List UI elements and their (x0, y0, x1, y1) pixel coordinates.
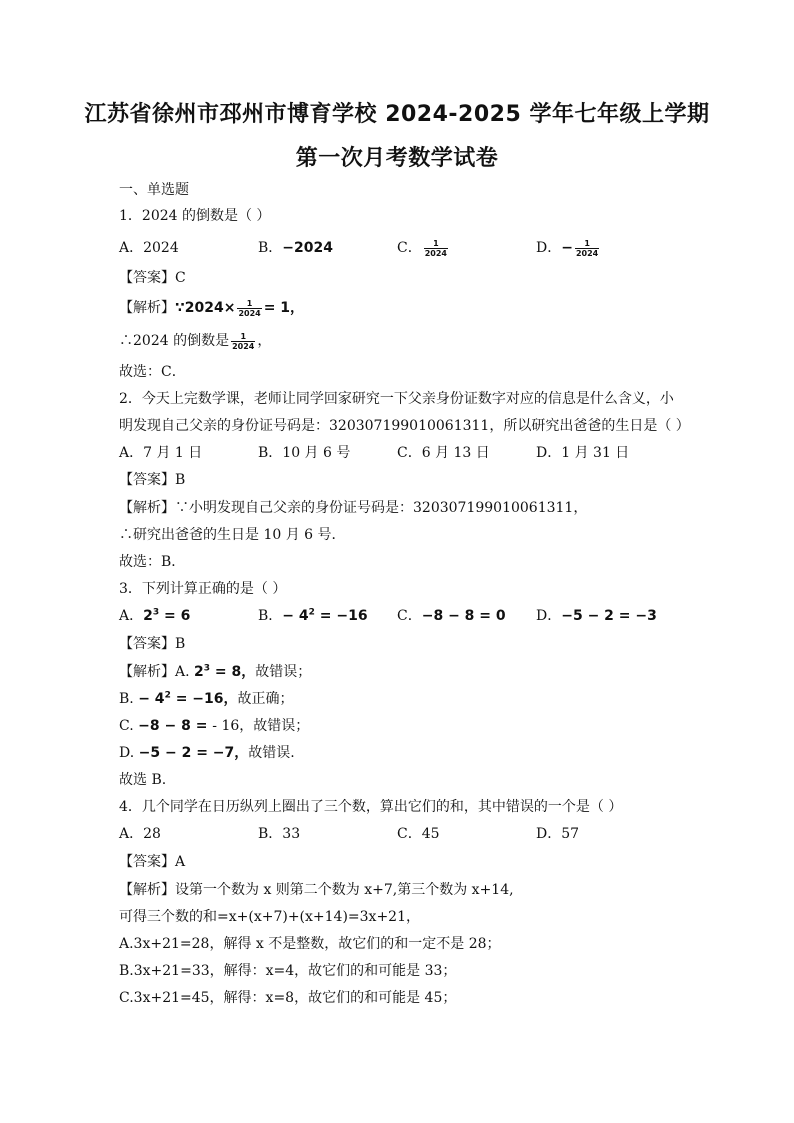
q3-exp-b-verdict: 故正确； (237, 691, 294, 707)
q3-option-b-label: B． (258, 608, 283, 624)
q3-exp-d-prefix: D. (119, 745, 139, 761)
q4-stem: 4．几个同学在日历纵列上圈出了三个数，算出它们的和，其中错误的一个是（ ） (119, 799, 623, 815)
q1-option-b-label: B． (258, 240, 283, 256)
q2-explanation-1 (119, 498, 587, 518)
q3-option-a-label: A． (119, 608, 144, 624)
q1-exp-expr: ∵2024× (175, 300, 236, 316)
q4-option-a: A．28 (119, 826, 161, 842)
q3-option-d-label: D． (536, 608, 562, 624)
explanation-label: 【解析】 (119, 500, 175, 516)
q3-option-b (258, 606, 368, 626)
q3-exp-b-exponent: 2 (164, 690, 171, 701)
q1-option-a: A．2024 (119, 240, 179, 256)
q1-explanation-2 (119, 331, 271, 351)
q1-option-c-fraction (424, 239, 448, 258)
q3-explanation-b (119, 689, 294, 709)
q2-conclusion: 故选：B． (119, 554, 186, 570)
fraction-denominator: 2024 (232, 341, 255, 351)
exam-title-line2: 第一次月考数学试卷 (295, 146, 499, 171)
q1-answer: 【答案】C (119, 270, 186, 286)
q3-exp-c-prefix: C. (119, 718, 139, 734)
q2-option-b: B．10 月 6 号 (258, 445, 351, 461)
q1-exp2-comma: ， (257, 333, 272, 349)
q1-option-d-sign: − (561, 240, 573, 256)
q1-exp2-text: ∴2024 的倒数是 (119, 333, 230, 349)
q1-option-b-value: −2024 (282, 240, 333, 256)
q2-option-a: A．7 月 1 日 (119, 445, 203, 461)
q3-option-d-expr: −5 − 2 = −3 (561, 608, 657, 624)
fraction-numerator: 1 (424, 239, 448, 249)
q3-exp-b-prefix: B. (119, 691, 139, 707)
fraction-numerator: 1 (237, 299, 261, 309)
q3-option-a-rest: = 6 (159, 608, 191, 624)
explanation-label: 【解析】 (119, 300, 175, 316)
q2-stem-line2: 明发现自己父亲的身份证号码是：320307199010061311，所以研究出爸爸的生日是（ ） (119, 418, 690, 434)
q4-explanation-4: B.3x+21=33，解得：x=4，故它们的和可能是 33； (119, 963, 457, 979)
q1-explanation-1 (119, 298, 304, 318)
q1-exp-result: = 1， (263, 300, 305, 316)
q3-option-b-base: − 4 (282, 608, 309, 624)
q3-exp-b-math: = −16， (170, 691, 238, 707)
fraction-denominator: 2024 (575, 248, 599, 258)
q3-conclusion: 故选 B. (119, 772, 167, 788)
q4-answer: 【答案】A (119, 854, 186, 870)
fraction-numerator: 1 (231, 332, 255, 342)
q1-stem: 1．2024 的倒数是（ ） (119, 208, 271, 224)
q3-exp-b-base: − 4 (138, 691, 165, 707)
q1-option-c (397, 238, 450, 258)
q1-option-c-label: C． (397, 240, 422, 256)
q1-option-d (536, 238, 601, 258)
q3-exp-d-math: −5 − 2 = −7， (138, 745, 249, 761)
q2-answer: 【答案】B (119, 472, 186, 488)
q3-explanation-d (119, 743, 295, 763)
q3-exp-c-verdict: - 16，故错误； (212, 718, 310, 734)
q3-option-c-label: C． (397, 608, 422, 624)
q3-exp-a-base: 2 (194, 664, 204, 680)
q3-exp-a-exponent: 3 (203, 663, 211, 674)
q3-answer: 【答案】B (119, 636, 186, 652)
q1-conclusion: 故选：C． (119, 364, 186, 380)
q2-explanation-2: ∴研究出爸爸的生日是 10 月 6 号． (119, 527, 346, 543)
q4-option-b: B．33 (258, 826, 301, 842)
q4-explanation-1 (119, 880, 514, 900)
fraction-denominator: 2024 (238, 308, 261, 318)
q3-exp-a-prefix: A. (175, 664, 195, 680)
q3-option-a (119, 606, 190, 626)
q4-explanation-5: C.3x+21=45，解得：x=8，故它们的和可能是 45； (119, 990, 457, 1006)
q1-option-d-fraction (575, 239, 599, 258)
explanation-label: 【解析】 (119, 882, 175, 898)
q3-exp-a-math: = 8， (210, 664, 256, 680)
fraction-denominator: 2024 (424, 248, 447, 258)
q3-stem: 3．下列计算正确的是（ ） (119, 581, 287, 597)
q4-option-c: C．45 (397, 826, 440, 842)
q2-exp1-text: ∵小明发现自己父亲的身份证号码是：320307199010061311， (175, 500, 588, 516)
q1-option-d-label: D． (536, 240, 562, 256)
q3-option-b-exponent: 2 (308, 607, 315, 618)
q1-exp2-fraction (231, 332, 255, 351)
q4-exp1-text: 设第一个数为 x 则第二个数为 x+7,第三个数为 x+14, (175, 882, 514, 898)
exam-title-line1: 江苏省徐州市邳州市博育学校 2024-2025 学年七年级上学期 (84, 102, 710, 127)
q3-exp-d-verdict: 故错误. (248, 745, 295, 761)
q3-option-a-base: 2 (143, 608, 153, 624)
q4-option-d: D．57 (536, 826, 580, 842)
q3-exp-a-verdict: 故错误； (255, 664, 312, 680)
q4-explanation-3: A.3x+21=28，解得 x 不是整数，故它们的和一定不是 28； (119, 936, 501, 952)
q2-option-d: D．1 月 31 日 (536, 445, 630, 461)
q3-explanation-a (119, 662, 311, 682)
q3-option-c (397, 606, 506, 626)
q4-explanation-2: 可得三个数的和=x+(x+7)+(x+14)=3x+21， (119, 909, 420, 925)
q2-option-c: C．6 月 13 日 (397, 445, 490, 461)
q3-option-a-exponent: 3 (152, 607, 160, 618)
q2-stem-line1: 2．今天上完数学课，老师让同学回家研究一下父亲身份证数字对应的信息是什么含义，小 (119, 391, 674, 407)
q3-option-b-rest: = −16 (314, 608, 368, 624)
q3-option-c-expr: −8 − 8 = 0 (421, 608, 506, 624)
section-heading: 一、单选题 (119, 182, 189, 198)
q3-exp-c-math: −8 − 8 = (138, 718, 213, 734)
fraction-numerator: 1 (575, 239, 599, 249)
q3-option-d (536, 606, 657, 626)
q3-explanation-c (119, 716, 309, 736)
q1-option-b (258, 238, 333, 258)
q1-exp-fraction (237, 299, 261, 318)
explanation-label: 【解析】 (119, 664, 175, 680)
